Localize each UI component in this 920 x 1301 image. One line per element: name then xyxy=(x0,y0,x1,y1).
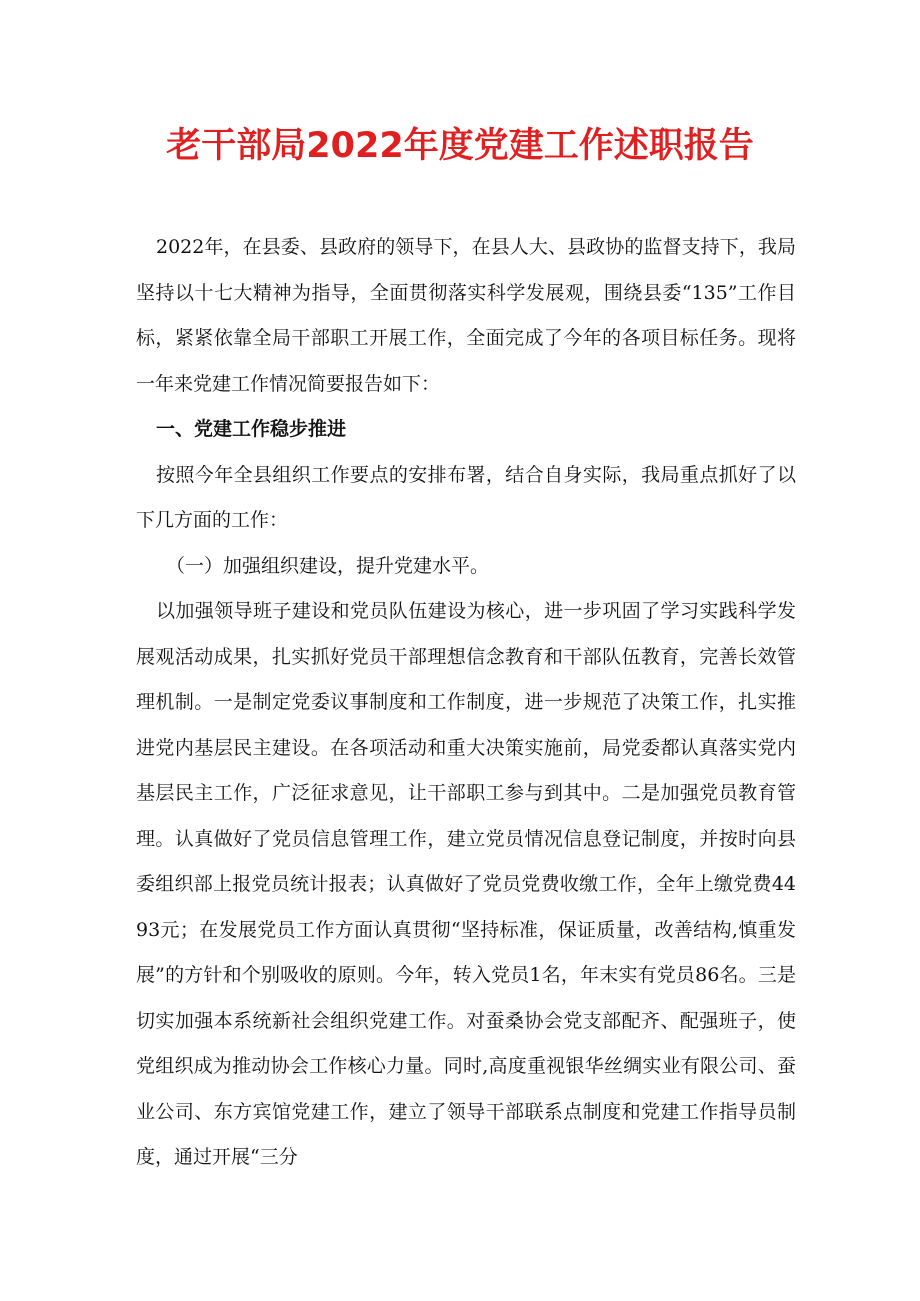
subsection-heading: （一）加强组织建设，提升党建水平。 xyxy=(166,554,490,577)
section-heading: 一、党建工作稳步推进 xyxy=(156,418,347,440)
document-title: 老干部局2022年度党建工作述职报告 xyxy=(166,126,754,166)
section-intro-paragraph: 按照今年全县组织工作要点的安排布署，结合自身实际，我局重点抓好了以下几方面的工作： xyxy=(136,463,796,531)
document-body xyxy=(136,225,796,1181)
intro-paragraph: 2022年，在县委、县政府的领导下，在县人大、县政协的监督支持下，我局坚持以十七大精神为指导，全面贯彻落实科学发展观，围绕县委“135”工作目标，紧紧依靠全局干部职工开展工作，全面完成了今年的各项目标任务。现将一年来党建工作情况简要报告如下： xyxy=(136,236,796,395)
subsection-body-paragraph: 以加强领导班子建设和党员队伍建设为核心，进一步巩固了学习实践科学发展观活动成果，扎实抓好党员干部理想信念教育和干部队伍教育，完善长效管理机制。一是制定党委议事制度和工作制度，进一步规范了决策工作，扎实推进党内基层民主建设。在各项活动和重大决策实施前，局党委都认真落实党内基层民主工作，广泛征求意见，让干部职工参与到其中。二是加强党员教育管理。认真做好了党员信息管理工作，建立党员情况信息登记制度，并按时向县委组织部上报党员统计报表；认真做好了党员党费收缴工作，全年上缴党费4493元；在发展党员工作方面认真贯彻“坚持标准，保证质量，改善结构,慎重发展”的方针和个别吸收的原则。今年，转入党员1名，年末实有党员86名。三是切实加强本系统新社会组织党建工作。对蚕桑协会党支部配齐、配强班子，使党组织成为推动协会工作核心力量。同时,高度重视银华丝绸实业有限公司、蚕业公司、东方宾馆党建工作，建立了领导干部联系点制度和党建工作指导员制度，通过开展“三分 xyxy=(136,600,796,1168)
